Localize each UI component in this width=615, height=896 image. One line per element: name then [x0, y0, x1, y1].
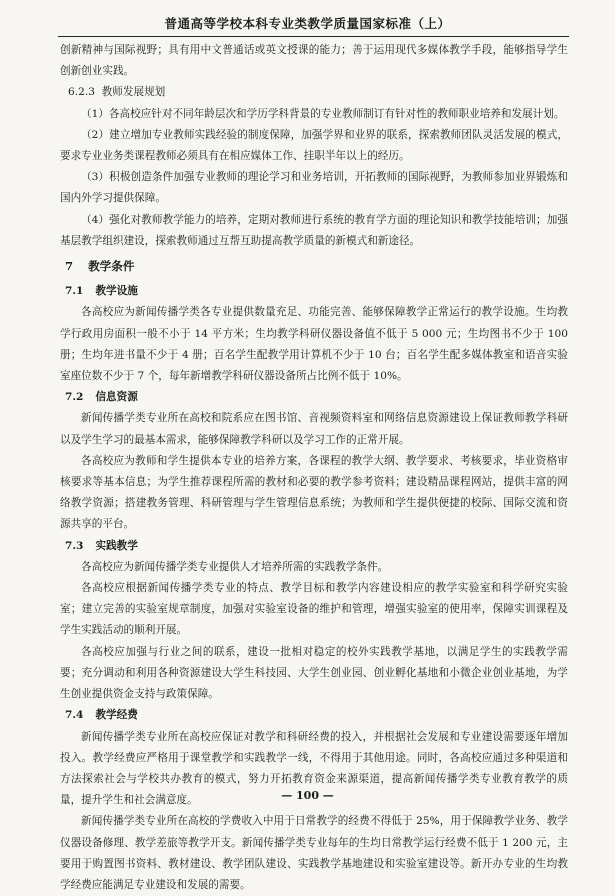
section-heading-7-3: [60, 536, 568, 557]
section-heading-7-1: [60, 281, 568, 302]
paragraph-continuation: 创新精神与国际视野；具有用中文普通话或英文授课的能力；善于运用现代多媒体教学手段，能够指导学生创新创业实践。: [60, 44, 568, 78]
section-number: 7.3: [65, 539, 84, 552]
section-number: 7.2: [65, 391, 84, 404]
paragraph-info-resources-1: 新闻传播学类专业所在高校和院系应在图书馆、音视频资料室和网络信息资源建设上保证教师教学科研以及学生学习的最基本需求，能够保障教学科研以及学习工作的正常开展。: [60, 412, 568, 446]
page-number: — 100 —: [281, 789, 334, 802]
section-heading-7-4: [60, 705, 568, 726]
page-body: [60, 40, 568, 896]
chapter-number: 7: [65, 259, 74, 274]
section-number: 7.4: [65, 709, 84, 722]
paragraph-practice-1: 各高校应为新闻传播学类专业提供人才培养所需的实践教学条件。: [81, 560, 389, 573]
chapter-title: 教学条件: [88, 259, 135, 274]
section-title: 教学设施: [95, 285, 138, 298]
subsection-number: 6.2.3: [68, 86, 95, 99]
section-number: 7.1: [65, 285, 84, 298]
section-title: 信息资源: [95, 391, 138, 404]
header-rule: [58, 36, 569, 37]
subsection-heading-6-2-3: [60, 82, 568, 103]
chapter-heading-7: [60, 256, 568, 277]
paragraph-item-3: （3）积极创造条件加强专业教师的理论学习和业务培训，开拓教师的国际视野，为教师参加业界锻炼和国内外学习提供保障。: [60, 171, 568, 205]
paragraph-item-1: （1）各高校应针对不同年龄层次和学历学科背景的专业教师制订有针对性的教师职业培养和发展计划。: [81, 107, 565, 120]
paragraph-item-4: （4）强化对教师教学能力的培养，定期对教师进行系统的教育学方面的理论知识和教学技能培训；加强基层教学组织建设，探索教师通过互帮互助提高教学质量的新模式和新途径。: [60, 213, 568, 247]
subsection-title: 教师发展规划: [101, 86, 166, 99]
paragraph-funding-1: 新闻传播学类专业所在高校应保证对教学和科研经费的投入，并根据社会发展和专业建设需要逐年增加投入。教学经费应严格用于课堂教学和实践教学一线，不得用于其他用途。同时，各高校应通过多种渠道和方法探索社会与学校共办教育的模式，努力开拓教育资金来源渠道，提高新闻传播学类专业教育教学的质量，提升学生和社会满意度。: [60, 730, 568, 807]
section-heading-7-2: [60, 387, 568, 408]
paragraph-funding-2: 新闻传播学类专业所在高校的学费收入中用于日常教学的经费不得低于 25%，用于保障教学业务、教学仪器设备修理、教学差旅等教学开支。新闻传播学类专业每年的生均日常教学运行经费不低于 1 200 元，主要用于购置图书资料、教材建设、教学团队建设、实践教学基地建设和实验室建设等。新开办专业的生均教学经费应能满足专业建设和发展的需要。: [60, 815, 568, 891]
section-title: 教学经费: [95, 709, 138, 722]
paragraph-info-resources-2: 各高校应为教师和学生提供本专业的培养方案，各课程的教学大纲、教学要求、考核要求，毕业资格审核要求等基本信息；为学生推荐课程所需的教材和必要的教学参考资料；建设精品课程网站，提供丰富的网络教学资源；搭建教务管理、科研管理与学生管理信息系统；为教师和学生提供便捷的校际、国际交流和资源共享的平台。: [60, 454, 568, 531]
paragraph-item-2: （2）建立增加专业教师实践经验的制度保障，加强学界和业界的联系，探索教师团队灵活发展的模式，要求专业业务类课程教师必须具有在相应媒体工作、挂职半年以上的经历。: [60, 128, 568, 163]
running-header: 普通高等学校本科专业类教学质量国家标准（上）: [164, 16, 451, 31]
paragraph-practice-3: 各高校应加强与行业之间的联系，建设一批相对稳定的校外实践教学基地，以满足学生的实践教学需要；充分调动和利用各种资源建设大学生科技园、大学生创业园、创业孵化基地和小微企业创业基地，为学生创业提供资金支持与政策保障。: [60, 645, 568, 701]
section-title: 实践教学: [95, 539, 138, 552]
paragraph-facilities: 各高校应为新闻传播学类各专业提供数量充足、功能完善、能够保障教学正常运行的教学设施。生均教学行政用房面积一般不小于 14 平方米；生均教学科研仪器设备值不低于 5 000 元；生均图书不少于 100 册；生均年进书量不少于 4 册；百名学生配教学用计算机不少于 10 台；百名学生配多媒体教室和语音实验室座位数不少于 7 个，每年新增教学科研仪器设备所占比例不低于 10%。: [60, 306, 568, 383]
paragraph-practice-2: 各高校应根据新闻传播学类专业的特点、教学目标和教学内容建设相应的教学实验室和科学研究实验室；建立完善的实验室规章制度，加强对实验室设备的维护和管理，增强实验室的使用率，保障实训课程及学生实践活动的顺利开展。: [60, 582, 568, 637]
